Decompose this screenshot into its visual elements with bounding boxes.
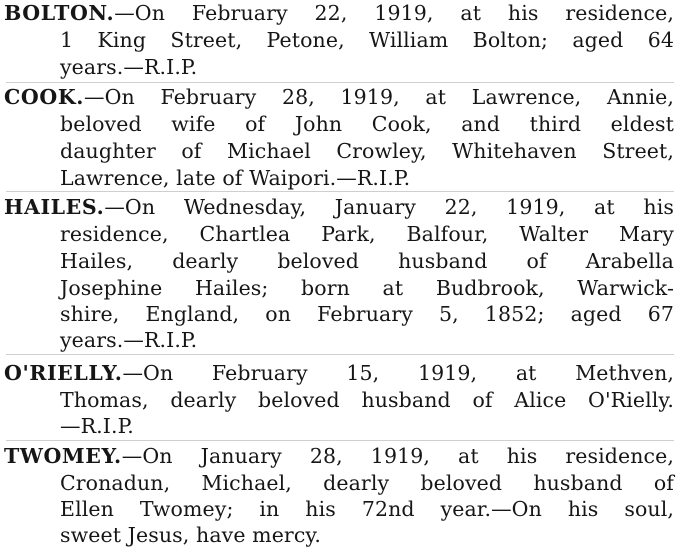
- notice-text: —On Wednesday, January 22, 1919, at his: [104, 195, 674, 219]
- notice-line: sweet Jesus, have mercy.: [60, 523, 321, 547]
- notice-line: Hailes, dearly beloved husband of Arabella: [60, 249, 674, 273]
- notice-surname: BOLTON.: [4, 1, 115, 25]
- notice-divider: [6, 354, 674, 355]
- notice-divider: [6, 440, 674, 441]
- notice-line: years.—R.I.P.: [60, 328, 198, 352]
- notice-line: Ellen Twomey; in his 72nd year.—On his soul,: [60, 497, 674, 521]
- notice-line: Thomas, dearly beloved husband of Alice O'Rielly.: [60, 388, 674, 412]
- notice-surname: HAILES.: [4, 195, 105, 219]
- notice-surname: O'RIELLY.: [4, 361, 123, 385]
- notice-text: —On February 28, 1919, at Lawrence, Annie,: [84, 85, 674, 109]
- notice-line: Lawrence, late of Waipori.—R.I.P.: [60, 166, 411, 190]
- notice-surname: COOK.: [4, 85, 84, 109]
- notice-divider: [6, 82, 674, 83]
- notice-text: —On February 22, 1919, at his residence,: [114, 1, 674, 25]
- notice-line: —R.I.P.: [60, 414, 134, 438]
- notice-divider: [6, 191, 674, 192]
- notice-first-line: [4, 0, 674, 26]
- notice-text: —On February 15, 1919, at Methven,: [122, 361, 674, 385]
- notice-first-line: [4, 84, 674, 110]
- notice-text: —On January 28, 1919, at his residence,: [121, 444, 674, 468]
- notice-surname: TWOMEY.: [4, 444, 122, 468]
- notice-line: Josephine Hailes; born at Budbrook, Warwick-: [60, 276, 674, 300]
- notice-first-line: [4, 443, 674, 469]
- notice-first-line: [4, 360, 674, 386]
- notice-line: years.—R.I.P.: [60, 55, 198, 79]
- notice-line: 1 King Street, Petone, William Bolton; aged 64: [60, 28, 674, 52]
- notice-line: daughter of Michael Crowley, Whitehaven Street,: [60, 139, 674, 163]
- notice-first-line: [4, 194, 674, 220]
- notice-line: shire, England, on February 5, 1852; aged 67: [60, 302, 674, 326]
- notice-line: residence, Chartlea Park, Balfour, Walter Mary: [60, 222, 674, 246]
- notice-line: beloved wife of John Cook, and third eldest: [60, 112, 674, 136]
- notice-line: Cronadun, Michael, dearly beloved husband of: [60, 471, 674, 495]
